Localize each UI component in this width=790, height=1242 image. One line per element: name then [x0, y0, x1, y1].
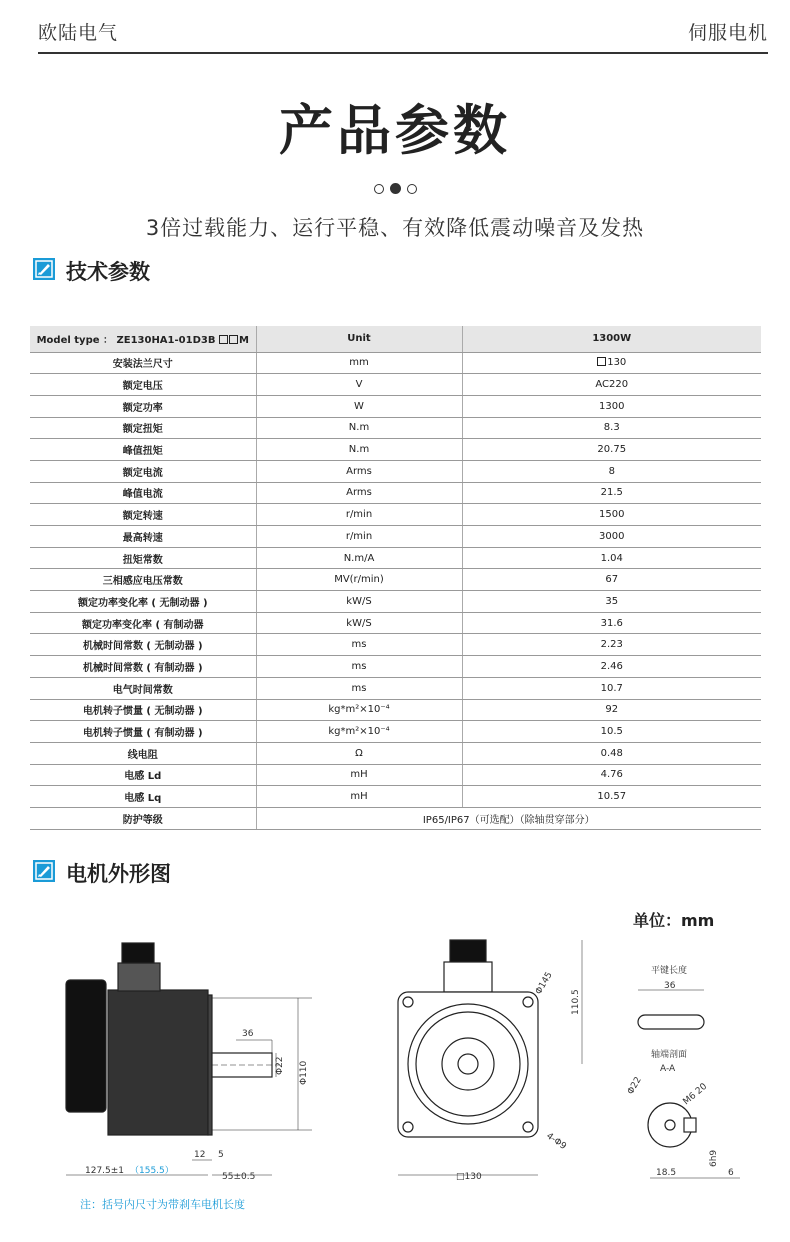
- param-value: 2.46: [462, 656, 761, 678]
- key-view: [638, 990, 740, 1178]
- param-value: 92: [462, 699, 761, 721]
- param-unit: kW/S: [256, 612, 462, 634]
- param-unit: ms: [256, 677, 462, 699]
- param-unit: mm: [256, 352, 462, 374]
- carousel-dot-1[interactable]: [374, 184, 384, 194]
- param-name: 电机转子惯量 ( 有制动器 ): [30, 721, 256, 743]
- table-row: [30, 374, 761, 396]
- product-category: 伺服电机: [687, 22, 768, 44]
- table-row: [30, 786, 761, 808]
- param-name: 额定功率变化率 ( 有制动器: [30, 612, 256, 634]
- param-value: 8: [462, 460, 761, 482]
- header-value: 1300W: [462, 326, 761, 352]
- param-unit: ms: [256, 656, 462, 678]
- param-name: 电气时间常数: [30, 677, 256, 699]
- param-value: 31.6: [462, 612, 761, 634]
- param-name: 额定电流: [30, 460, 256, 482]
- param-unit: Arms: [256, 482, 462, 504]
- param-value: 10.7: [462, 677, 761, 699]
- header-unit: Unit: [256, 326, 462, 352]
- dim-key-36: 36: [664, 981, 676, 991]
- param-value: IP65/IP67（可选配）（除轴贯穿部分）: [256, 807, 761, 829]
- table-row: [30, 439, 761, 461]
- param-unit: ms: [256, 634, 462, 656]
- param-name: 线电阻: [30, 742, 256, 764]
- dim-36: 36: [242, 1029, 254, 1039]
- table-row: [30, 504, 761, 526]
- param-name: 防护等级: [30, 807, 256, 829]
- param-value: AC220: [462, 374, 761, 396]
- carousel-dot-2[interactable]: [390, 183, 401, 194]
- param-name: 安装法兰尺寸: [30, 352, 256, 374]
- dim-length: 127.5±1: [85, 1166, 125, 1176]
- dim-holes: 4-Φ9: [544, 1131, 568, 1152]
- unit-label: 单位：mm: [633, 911, 715, 930]
- header-model: Model type ： ZE130HA1-01D3B M: [30, 326, 256, 352]
- param-value: 10.5: [462, 721, 761, 743]
- param-unit: kg*m²×10⁻⁴: [256, 699, 462, 721]
- param-name: 电机转子惯量 ( 无制动器 ): [30, 699, 256, 721]
- table-header-row: [30, 326, 761, 352]
- param-value: 20.75: [462, 439, 761, 461]
- brand-name: 欧陆电气: [38, 22, 119, 44]
- table-row: [30, 569, 761, 591]
- table-row: [30, 547, 761, 569]
- table-row: [30, 526, 761, 548]
- param-name: 最高转速: [30, 526, 256, 548]
- table-row: [30, 417, 761, 439]
- dim-key-phi22: Φ22: [625, 1075, 644, 1097]
- table-row: [30, 656, 761, 678]
- param-name: 机械时间常数 ( 无制动器 ): [30, 634, 256, 656]
- param-unit: mH: [256, 764, 462, 786]
- table-row: [30, 634, 761, 656]
- param-name: 额定功率变化率 ( 无制动器 ): [30, 591, 256, 613]
- param-unit: N.m/A: [256, 547, 462, 569]
- param-unit: mH: [256, 786, 462, 808]
- dim-phi22: Φ22: [275, 1056, 285, 1075]
- table-row: [30, 721, 761, 743]
- page-title: 产品参数: [279, 99, 511, 162]
- table-row: [30, 677, 761, 699]
- param-unit: V: [256, 374, 462, 396]
- param-value: 67: [462, 569, 761, 591]
- table-row: [30, 699, 761, 721]
- param-unit: r/min: [256, 504, 462, 526]
- param-unit: Ω: [256, 742, 462, 764]
- table-row: [30, 591, 761, 613]
- dim-6h9: 6h9: [709, 1149, 719, 1167]
- param-value: 21.5: [462, 482, 761, 504]
- param-name: 额定扭矩: [30, 417, 256, 439]
- table-row: [30, 352, 761, 374]
- table-row: [30, 742, 761, 764]
- section-aa: A-A: [660, 1064, 676, 1074]
- table-row: [30, 460, 761, 482]
- param-value: 10.57: [462, 786, 761, 808]
- param-value: 0.48: [462, 742, 761, 764]
- param-name: 电感 Lq: [30, 786, 256, 808]
- param-value: 1.04: [462, 547, 761, 569]
- param-value: 2.23: [462, 634, 761, 656]
- param-name: 机械时间常数 ( 有制动器 ): [30, 656, 256, 678]
- param-name: 额定功率: [30, 395, 256, 417]
- section-title: 电机外形图: [66, 862, 171, 886]
- table-row: [30, 395, 761, 417]
- table-row: [30, 482, 761, 504]
- param-name: 额定电压: [30, 374, 256, 396]
- param-unit: N.m: [256, 439, 462, 461]
- param-unit: Arms: [256, 460, 462, 482]
- param-value: 8.3: [462, 417, 761, 439]
- param-name: 峰值电流: [30, 482, 256, 504]
- param-unit: MV(r/min): [256, 569, 462, 591]
- section-title: 技术参数: [66, 260, 150, 284]
- param-unit: kW/S: [256, 591, 462, 613]
- param-name: 电感 Ld: [30, 764, 256, 786]
- dim-shaft: 55±0.5: [222, 1172, 256, 1182]
- param-name: 扭矩常数: [30, 547, 256, 569]
- table-row-protection: [30, 807, 761, 829]
- table-row: [30, 612, 761, 634]
- param-unit: r/min: [256, 526, 462, 548]
- dim-phi110: Φ110: [299, 1060, 309, 1085]
- key-length-title: 平键长度: [651, 966, 688, 976]
- param-name: 三相感应电压常数: [30, 569, 256, 591]
- dim-110-5: 110.5: [571, 989, 581, 1015]
- dim-length-brake: （155.5）: [130, 1166, 174, 1176]
- param-value: 1500: [462, 504, 761, 526]
- table-row: [30, 764, 761, 786]
- dim-12: 12: [194, 1150, 206, 1160]
- dim-5: 5: [218, 1150, 224, 1160]
- param-value: 130: [462, 352, 761, 374]
- dim-m6: M6 20: [681, 1081, 710, 1108]
- carousel-dots: [0, 178, 790, 197]
- param-value: 35: [462, 591, 761, 613]
- shaft-section-title: 轴端剖面: [651, 1050, 688, 1060]
- param-name: 峰值扭矩: [30, 439, 256, 461]
- edit-icon: [33, 258, 55, 280]
- carousel-dot-3[interactable]: [407, 184, 417, 194]
- param-value: 4.76: [462, 764, 761, 786]
- dim-18-5: 18.5: [656, 1168, 677, 1178]
- footnote: 注：括号内尺寸为带刹车电机长度: [80, 1198, 245, 1211]
- spec-table: [30, 326, 761, 830]
- dim-square: □130: [456, 1172, 482, 1182]
- param-unit: W: [256, 395, 462, 417]
- param-unit: kg*m²×10⁻⁴: [256, 721, 462, 743]
- dim-6: 6: [728, 1168, 734, 1178]
- param-name: 额定转速: [30, 504, 256, 526]
- edit-icon: [33, 860, 55, 882]
- square-icon: [597, 357, 606, 366]
- param-value: 3000: [462, 526, 761, 548]
- product-slogan: 3倍过载能力、运行平稳、有效降低震动噪音及发热: [145, 216, 645, 240]
- param-unit: N.m: [256, 417, 462, 439]
- top-bar: [38, 16, 768, 54]
- motor-outline-drawing: [30, 935, 770, 1195]
- param-value: 1300: [462, 395, 761, 417]
- dim-phi145: Φ145: [533, 970, 555, 997]
